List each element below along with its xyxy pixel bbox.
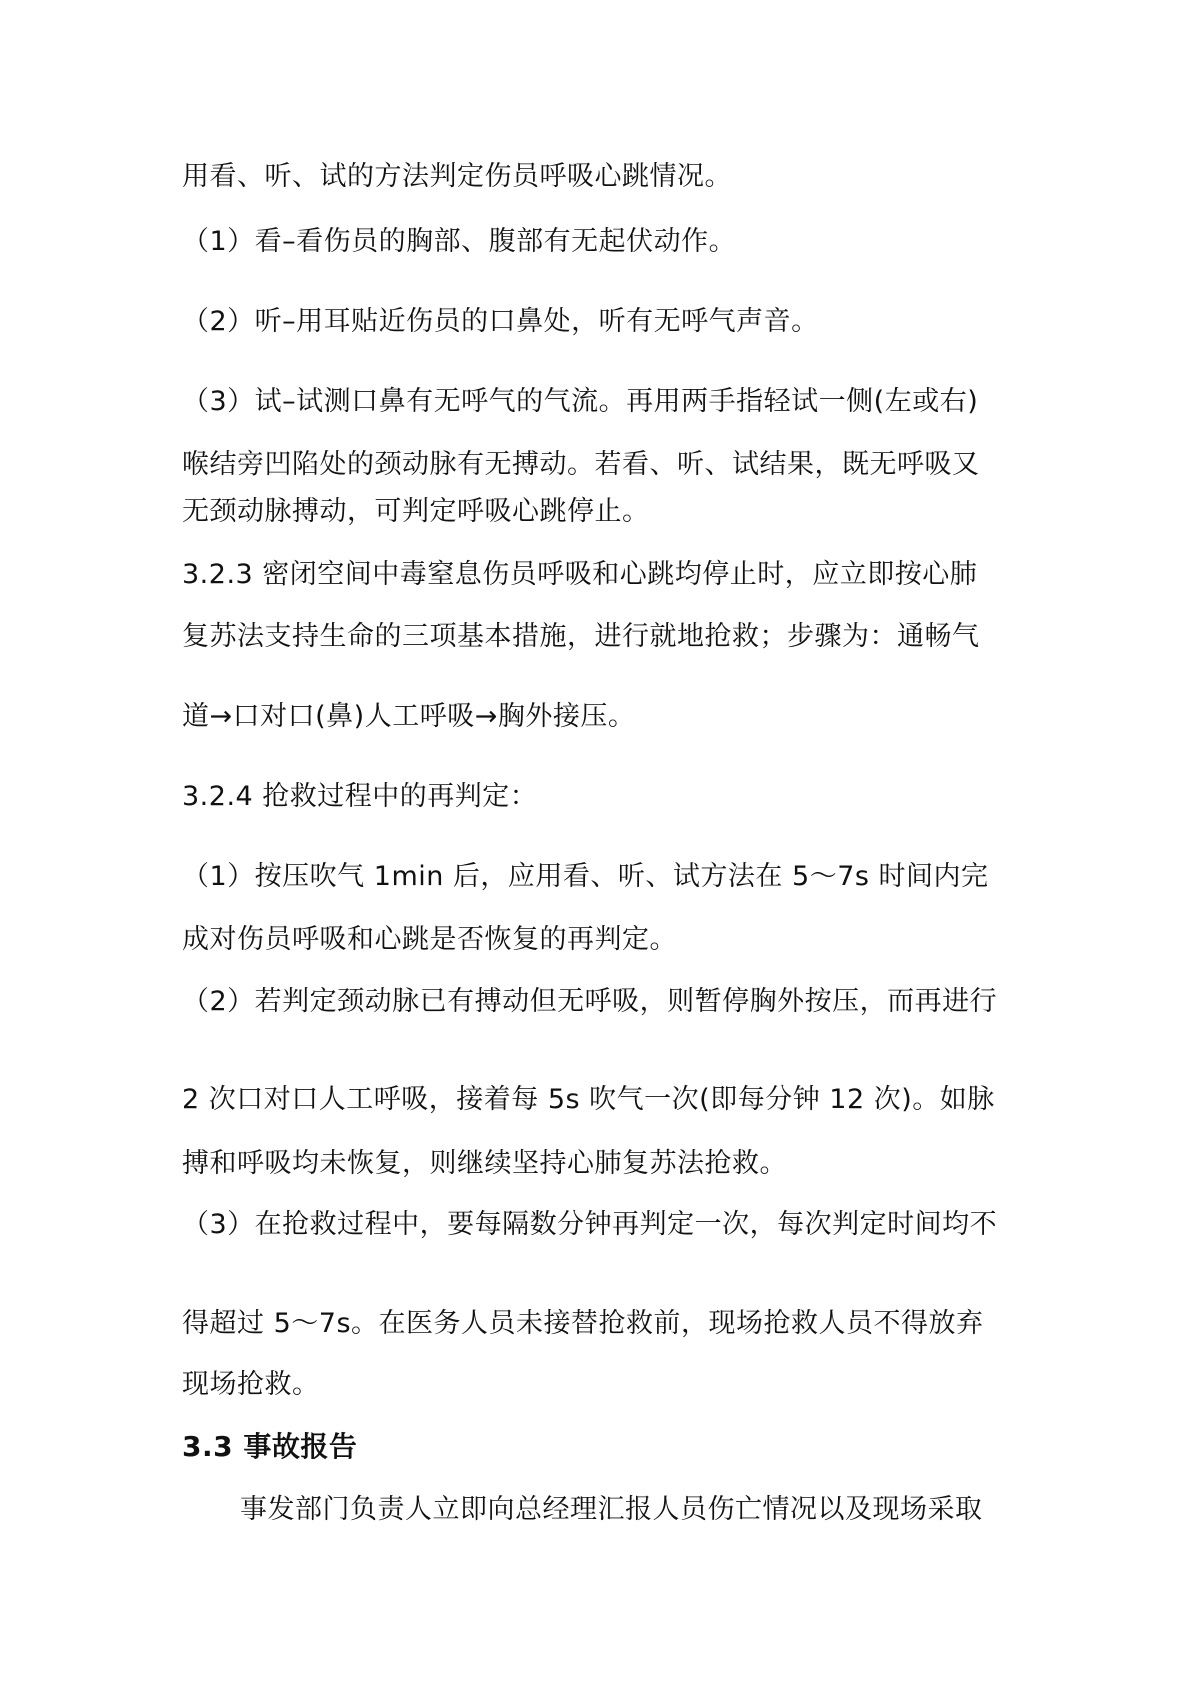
text-line: 得超过 5〜7s。在医务人员未接替抢救前，现场抢救人员不得放弃 bbox=[182, 1308, 984, 1339]
text-line: 成对伤员呼吸和心跳是否恢复的再判定。 bbox=[182, 924, 677, 955]
text-line: 2 次口对口人工呼吸，接着每 5s 吹气一次(即每分钟 12 次)。如脉 bbox=[182, 1084, 995, 1115]
section-heading-3-2-3: 3.2.3 密闭空间中毒窒息伤员呼吸和心跳均停止时，应立即按心肺 bbox=[182, 559, 978, 590]
text-line: 事发部门负责人立即向总经理汇报人员伤亡情况以及现场采取 bbox=[240, 1494, 983, 1525]
text-line: （2）若判定颈动脉已有搏动但无呼吸，则暂停胸外按压，而再进行 bbox=[182, 986, 998, 1017]
text-line: （3）在抢救过程中，要每隔数分钟再判定一次，每次判定时间均不 bbox=[182, 1209, 998, 1240]
text-line: 复苏法支持生命的三项基本措施，进行就地抢救；步骤为：通畅气 bbox=[182, 621, 980, 652]
text-line: 用看、听、试的方法判定伤员呼吸心跳情况。 bbox=[182, 161, 732, 192]
text-line: （1）按压吹气 1min 后，应用看、听、试方法在 5〜7s 时间内完 bbox=[182, 861, 989, 892]
text-line: （1）看–看伤员的胸部、腹部有无起伏动作。 bbox=[182, 226, 737, 257]
text-line: （2）听–用耳贴近伤员的口鼻处，听有无呼气声音。 bbox=[182, 306, 819, 337]
text-line: （3）试–试测口鼻有无呼气的气流。再用两手指轻试一侧(左或右) bbox=[182, 386, 979, 417]
section-heading-3-3: 3.3 事故报告 bbox=[182, 1430, 358, 1463]
text-line: 搏和呼吸均未恢复，则继续坚持心肺复苏法抢救。 bbox=[182, 1148, 787, 1179]
text-line: 喉结旁凹陷处的颈动脉有无搏动。若看、听、试结果，既无呼吸又 bbox=[182, 449, 980, 480]
text-line: 现场抢救。 bbox=[182, 1369, 320, 1400]
text-line: 道→口对口(鼻)人工呼吸→胸外接压。 bbox=[182, 701, 636, 732]
text-line: 无颈动脉搏动，可判定呼吸心跳停止。 bbox=[182, 496, 650, 527]
section-heading-3-2-4: 3.2.4 抢救过程中的再判定： bbox=[182, 781, 538, 812]
